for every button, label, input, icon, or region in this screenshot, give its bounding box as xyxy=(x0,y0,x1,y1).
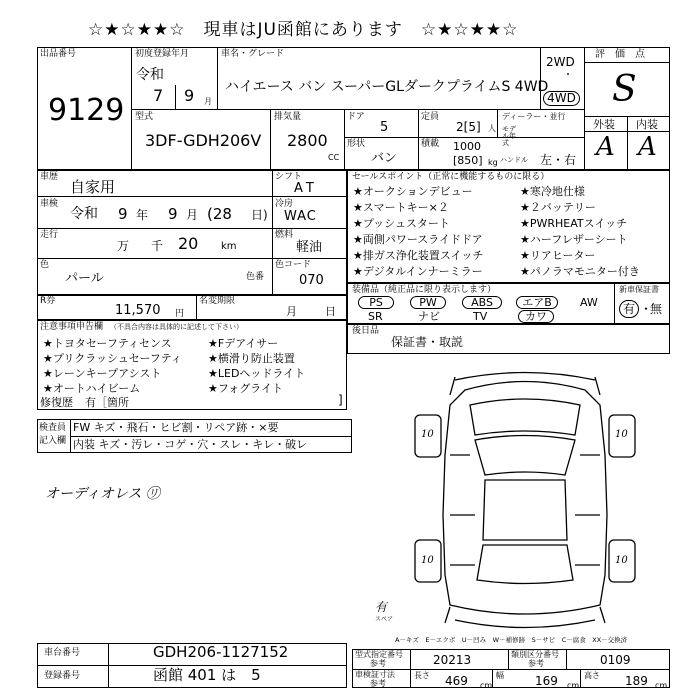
rear-items-value: 保証書・取説 xyxy=(391,335,464,349)
color-value: パール xyxy=(65,271,104,286)
interior-label: 内装 xyxy=(636,118,658,131)
registration-year: 7 xyxy=(153,86,164,105)
handle-value: 左・右 xyxy=(540,153,577,167)
class-no-label: 類別区分番号 xyxy=(511,650,559,659)
body-label: 形状 xyxy=(347,139,366,149)
equip-tv: TV xyxy=(473,310,488,323)
doors-value: 5 xyxy=(380,120,389,135)
chassis-value: GDH206-1127152 xyxy=(153,643,289,661)
body-value: バン xyxy=(371,151,398,166)
equip-aw: AW xyxy=(580,296,598,309)
manual-no: 無 xyxy=(650,302,663,316)
spare-mark: 有 xyxy=(375,600,388,614)
plate-label: 登録番号 xyxy=(44,671,81,681)
drive-4wd: 4WD xyxy=(543,91,580,106)
color-label: 色 xyxy=(40,260,50,270)
tire-mark-rear-left: 10 xyxy=(421,555,434,566)
class-no-value: 0109 xyxy=(600,653,631,667)
load-label: 積載 xyxy=(421,139,440,149)
shift-label: シフト xyxy=(275,172,303,182)
notes-sub: （不具合内容は具体的に記述して下さい） xyxy=(110,323,243,331)
equip-airbag: エアB xyxy=(516,296,558,309)
handwritten-remark: オーディオレス ㋷ xyxy=(45,486,160,502)
shift-value: AT xyxy=(294,181,318,196)
manual-label: 新車保証書 xyxy=(619,285,659,294)
check-label-2: 記入欄 xyxy=(39,436,67,446)
chassis-label: 車台番号 xyxy=(44,648,81,658)
handle-label: ハンドル xyxy=(500,156,528,164)
aircon-label: 冷房 xyxy=(275,199,294,209)
check-label-1: 検査員 xyxy=(39,423,67,433)
score-label: 評 価 点 xyxy=(595,49,645,60)
model-label: 型式 xyxy=(135,112,154,122)
registration-era: 令和 xyxy=(136,67,164,83)
notes-label: 注意事項申告欄 xyxy=(40,322,104,332)
tire-mark-rear-right: 10 xyxy=(615,555,628,566)
equip-pw: PW xyxy=(410,296,446,309)
car-name: ハイエース バン スーパーGLダークプライムS 4WD xyxy=(225,79,549,95)
equip-leather: カワ xyxy=(518,310,554,323)
inspection-label: 車検 xyxy=(40,199,59,209)
color-code-label: 色コード xyxy=(275,260,312,270)
color-code-value: 070 xyxy=(299,273,324,288)
dim-width: 169 xyxy=(535,674,558,688)
registration-label: 初度登録年月 xyxy=(135,49,190,59)
doors-label: ドア xyxy=(347,112,365,122)
dim-height: 189 xyxy=(625,674,648,688)
repair-value: 有［箇所 xyxy=(85,396,129,409)
load-value: 1000 xyxy=(453,140,481,153)
drive-2wd: 2WD xyxy=(546,55,575,69)
registration-month: 9 xyxy=(184,86,195,105)
repair-label: 修復歴 xyxy=(40,396,73,409)
exterior-value: A xyxy=(596,132,615,162)
equip-navi: ナビ xyxy=(418,310,440,323)
fuel-value: 軽油 xyxy=(296,240,323,255)
dimensions-label: 車検証寸法 xyxy=(355,670,395,679)
equip-ps: PS xyxy=(358,296,394,309)
fuel-label: 燃料 xyxy=(275,230,294,240)
tire-mark-front-right: 10 xyxy=(615,429,628,440)
interior-value: A xyxy=(638,132,657,162)
recycle-value: 11,570 xyxy=(115,303,161,318)
lot-label: 出品番号 xyxy=(40,49,77,59)
equip-abs: ABS xyxy=(462,296,502,309)
model-year-label: モデル年式 xyxy=(502,125,516,147)
displacement-value: 2800 xyxy=(287,131,328,150)
aircon-value: WAC xyxy=(284,209,317,224)
spare-label: スペア xyxy=(375,616,394,623)
type-no-value: 20213 xyxy=(433,653,472,667)
dealer-label: ディーラー・並行 xyxy=(502,112,566,121)
mileage-label: 走行 xyxy=(40,230,59,240)
lot-number: 9129 xyxy=(48,93,125,128)
recycle-label: R券 xyxy=(40,296,56,306)
manual-yes: 有 xyxy=(619,300,639,318)
displacement-label: 排気量 xyxy=(274,112,302,122)
check-row-exterior: FW キズ・飛石・ヒビ割・リペア跡・×要 xyxy=(73,421,279,434)
score-value: S xyxy=(612,69,637,110)
type-no-label: 型式指定番号 xyxy=(355,650,403,659)
history-label: 車歴 xyxy=(40,172,59,182)
plate-value: 函館 401 は 5 xyxy=(153,666,261,684)
history-value: 自家用 xyxy=(70,178,116,196)
doc-deadline-label: 名変期限 xyxy=(199,296,236,306)
model-value: 3DF-GDH206V xyxy=(145,131,262,150)
name-label: 車名・グレード xyxy=(221,49,285,59)
damage-legend: A－キズ E－エクボ U－凹み W－補修跡 S－サビ C－腐食 XX－交換済 xyxy=(395,636,628,644)
sales-point-label: セールスポイント（正常に機能するものに限る） xyxy=(352,172,550,182)
car-diagram xyxy=(395,365,655,635)
check-row-interior: 内装 キズ・汚レ・コゲ・穴・スレ・キレ・破レ xyxy=(73,438,308,451)
inspection-day: (28 xyxy=(207,205,232,223)
equipment-label: 装備品（純正品に限り表示します） xyxy=(352,285,497,295)
exterior-label: 外装 xyxy=(593,118,615,131)
color-no-label: 色番 xyxy=(246,272,265,282)
capacity-value: 2[5] xyxy=(456,120,481,134)
tire-mark-front-left: 10 xyxy=(421,429,434,440)
banner-text: ☆★☆★★☆ 現車はJU函館にあります ☆★☆★★☆ xyxy=(88,20,519,40)
capacity-label: 定員 xyxy=(421,112,440,122)
equip-sr: SR xyxy=(368,310,383,323)
mileage-value: 20 xyxy=(178,234,199,253)
load-value-bracket: [850] xyxy=(453,154,483,167)
dim-length: 469 xyxy=(445,674,468,688)
rear-items-label: 後日品 xyxy=(352,326,380,336)
